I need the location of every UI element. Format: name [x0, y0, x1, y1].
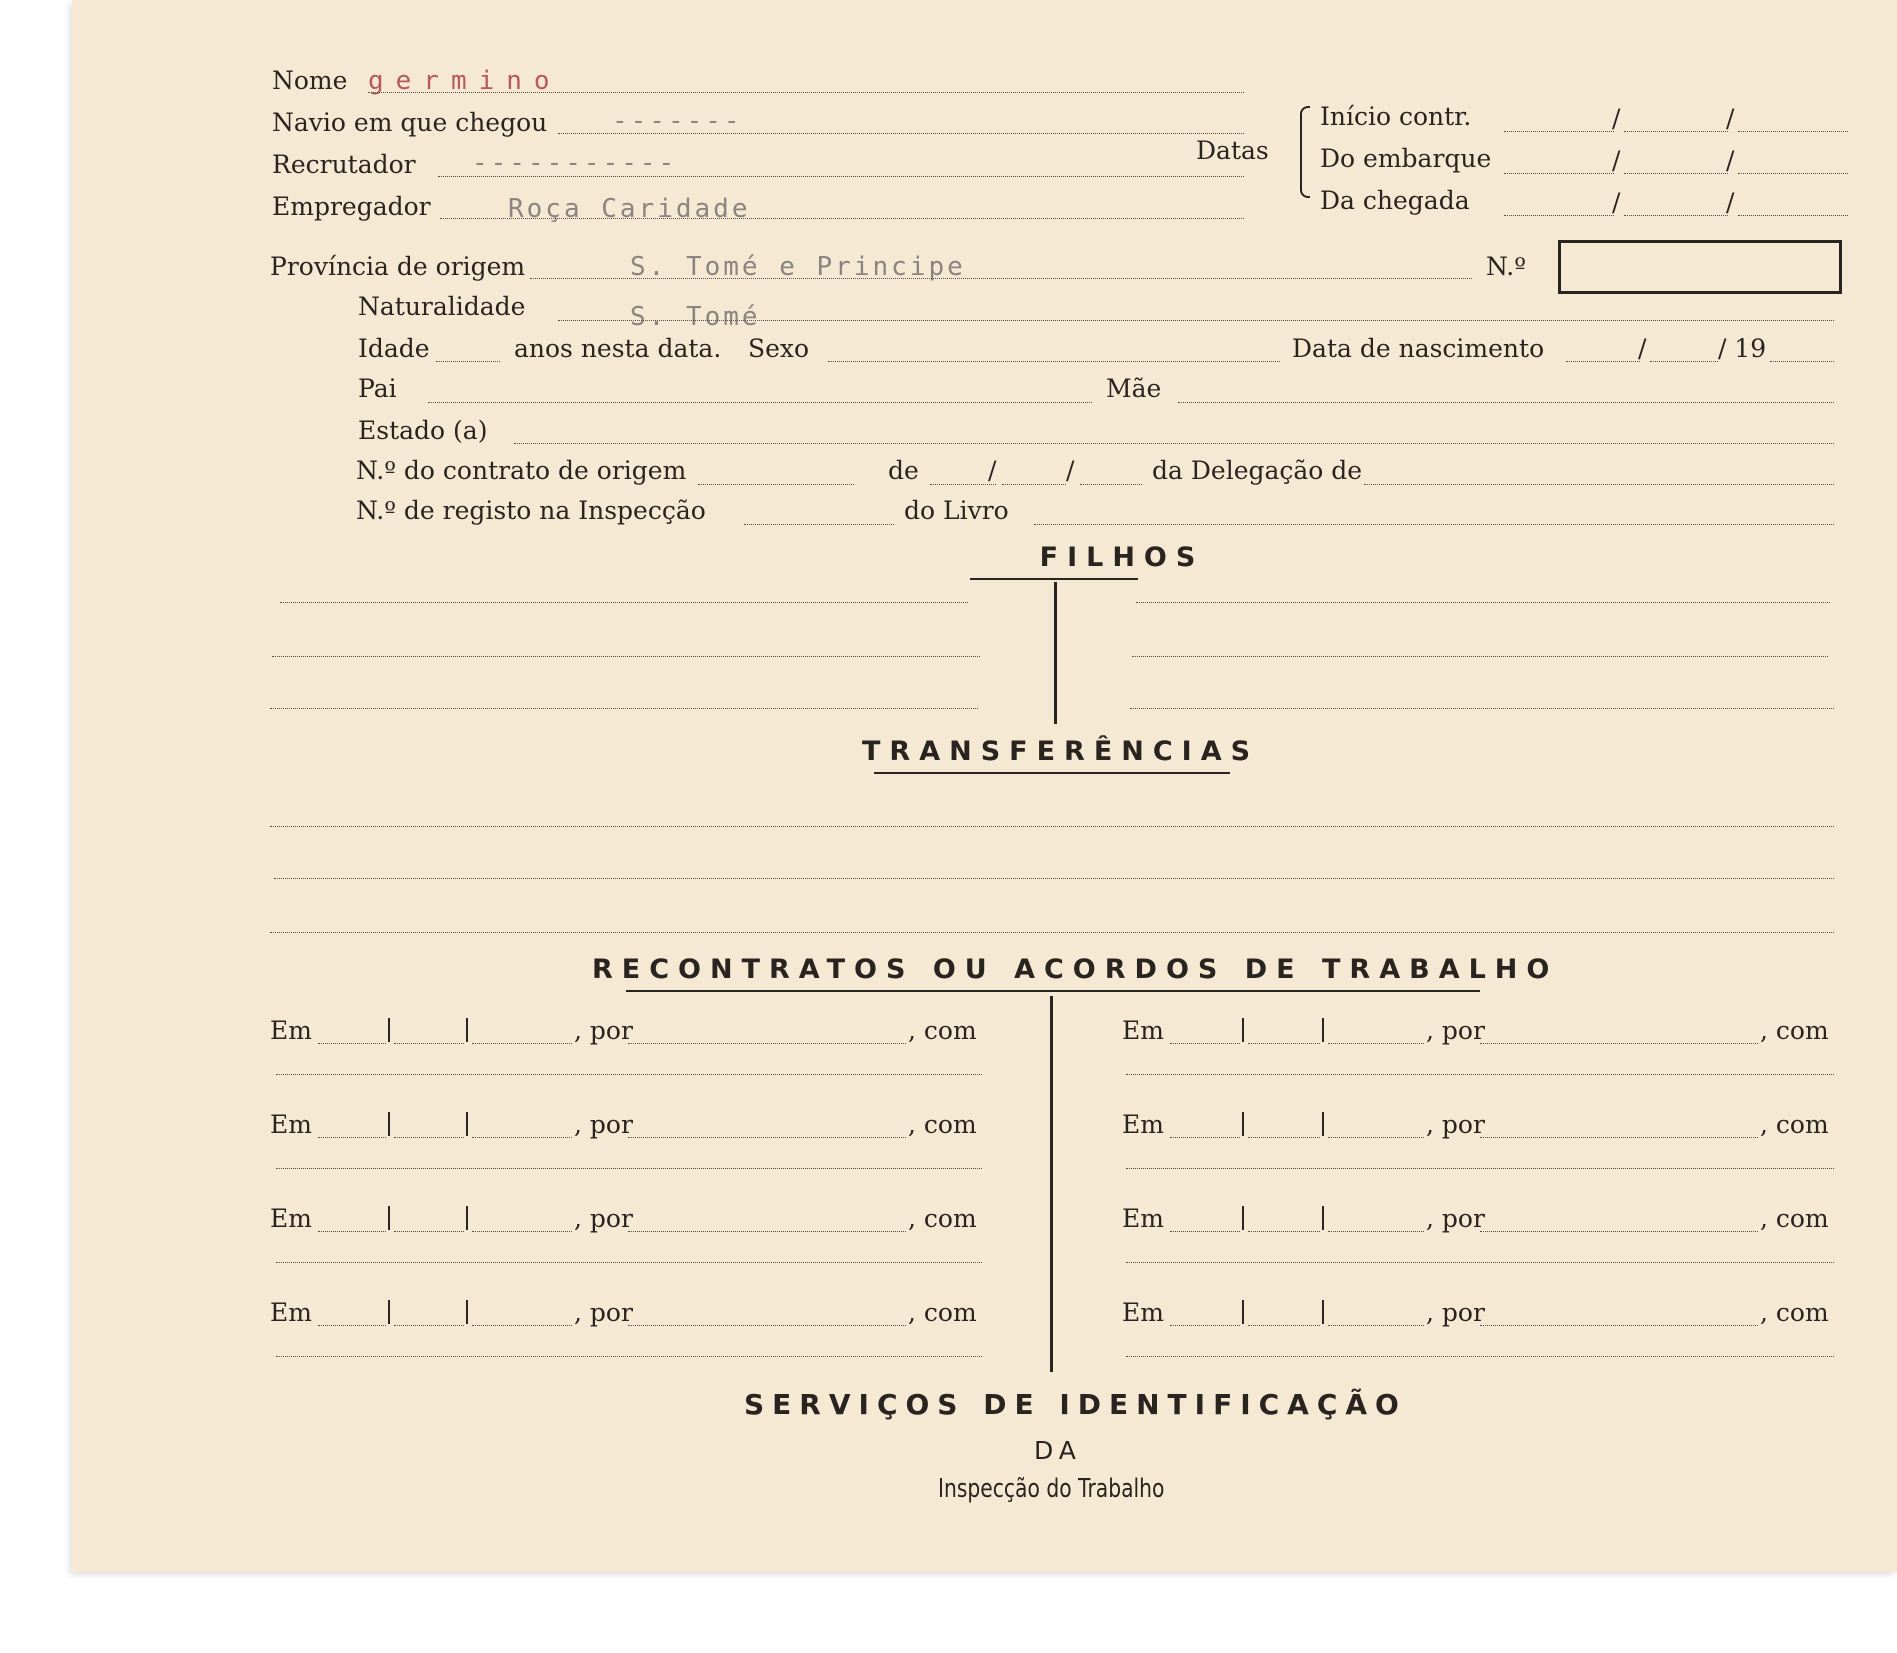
delegacao-line [1364, 484, 1834, 485]
recontrato-year-line [472, 1043, 572, 1044]
recontrato-em-label: Em [1122, 1110, 1164, 1139]
recontrato-em-label: Em [1122, 1298, 1164, 1327]
mae-label: Mãe [1106, 374, 1162, 403]
datas-bracket [1300, 106, 1310, 198]
inicio-label: Início contr. [1320, 102, 1472, 131]
empregador-label: Empregador [272, 192, 431, 221]
recrutador-line [438, 176, 1244, 177]
naturalidade-value: S. Tomé [630, 302, 761, 332]
recontrato-com-label: , com [1760, 1204, 1829, 1233]
recontrato-continuation-line [1126, 1074, 1834, 1075]
footer-title: SERVIÇOS DE IDENTIFICAÇÃO [744, 1388, 1407, 1421]
filhos-underline [970, 578, 1138, 580]
navio-value: ------- [612, 106, 743, 136]
provincia-line [530, 278, 1472, 279]
idade-label: Idade [358, 334, 430, 363]
footer-subtitle: Inspecção do Trabalho [938, 1474, 1165, 1504]
recontrato-por-line [1480, 1137, 1758, 1138]
registo-label: N.º de registo na Inspecção [356, 496, 706, 525]
recontrato-year-line [1328, 1325, 1424, 1326]
recontrato-em-label: Em [1122, 1016, 1164, 1045]
recontrato-separator [1242, 1112, 1244, 1136]
nascimento-month-line [1650, 361, 1718, 362]
provincia-label: Província de origem [270, 252, 526, 281]
recontrato-em-label: Em [270, 1110, 312, 1139]
recontrato-por-line [1480, 1043, 1758, 1044]
recontrato-em-label: Em [270, 1298, 312, 1327]
anos-label: anos nesta data. [514, 334, 722, 363]
recontrato-separator [1322, 1018, 1324, 1042]
recontrato-day-line [318, 1043, 386, 1044]
transferencias-heading: TRANSFERÊNCIAS [862, 736, 1260, 767]
recontrato-por-label: , por [1426, 1298, 1485, 1327]
recontrato-month-line [394, 1043, 464, 1044]
recontrato-separator [1322, 1206, 1324, 1230]
recontrato-com-label: , com [1760, 1110, 1829, 1139]
recontrato-separator [1242, 1018, 1244, 1042]
recontrato-continuation-line [276, 1074, 982, 1075]
embarque-day-line [1504, 173, 1614, 174]
recontrato-year-line [1328, 1043, 1424, 1044]
recontrato-continuation-line [1126, 1262, 1834, 1263]
footer-da: DA [1034, 1436, 1082, 1465]
recontrato-por-label: , por [574, 1016, 633, 1045]
nascimento-day-line [1566, 361, 1640, 362]
recontrato-separator [466, 1112, 468, 1136]
recontrato-por-line [1480, 1325, 1758, 1326]
nome-line [368, 92, 1244, 93]
recontrato-continuation-line [1126, 1168, 1834, 1169]
recrutador-value: ----------- [472, 148, 678, 178]
navio-line [558, 133, 1244, 134]
recontrato-continuation-line [276, 1262, 982, 1263]
nascimento-label: Data de nascimento [1292, 334, 1545, 363]
recontrato-separator [466, 1300, 468, 1324]
recontrato-com-label: , com [1760, 1298, 1829, 1327]
recontrato-day-line [318, 1325, 386, 1326]
recontrato-separator [388, 1206, 390, 1230]
recontrato-separator [466, 1018, 468, 1042]
contrato-day-line [930, 484, 996, 485]
recontrato-day-line [1170, 1043, 1240, 1044]
recontrato-year-line [1328, 1231, 1424, 1232]
recontrato-por-label: , por [574, 1298, 633, 1327]
recontrato-year-line [1328, 1137, 1424, 1138]
chegada-month-line [1624, 215, 1728, 216]
recontrato-month-line [1248, 1325, 1320, 1326]
recontrato-continuation-line [276, 1168, 982, 1169]
recontrato-com-label: , com [908, 1298, 977, 1327]
recontrato-com-label: , com [908, 1110, 977, 1139]
contrato-month-line [1002, 484, 1066, 485]
recontrato-em-label: Em [270, 1016, 312, 1045]
embarque-year-line [1738, 173, 1848, 174]
nascimento-year: / 19 [1718, 334, 1767, 363]
recontrato-day-line [318, 1231, 386, 1232]
recontrato-continuation-line [276, 1356, 982, 1357]
transferencias-underline [874, 772, 1230, 774]
recontrato-separator [1242, 1300, 1244, 1324]
recontrato-separator [388, 1300, 390, 1324]
recontrato-separator [1322, 1112, 1324, 1136]
contrato-year-line [1080, 484, 1142, 485]
chegada-day-line [1504, 215, 1614, 216]
recontrato-em-label: Em [1122, 1204, 1164, 1233]
recontrato-com-label: , com [1760, 1016, 1829, 1045]
recontrato-separator [388, 1112, 390, 1136]
recontrato-por-line [628, 1043, 906, 1044]
nascimento-year-line [1770, 361, 1834, 362]
delegacao-label: da Delegação de [1152, 456, 1363, 485]
recontrato-day-line [1170, 1325, 1240, 1326]
recontrato-por-label: , por [574, 1204, 633, 1233]
recontrato-year-line [472, 1137, 572, 1138]
recontrato-year-line [472, 1231, 572, 1232]
estado-label: Estado (a) [358, 416, 488, 445]
recontratos-divider [1050, 996, 1053, 1372]
idade-line [436, 361, 500, 362]
recontrato-por-label: , por [574, 1110, 633, 1139]
form-sheet: Nome germino Navio em que chegou ------- Recrutador ----------- Empregador Roça Caridade Datas Início contr. / / Do embarque / / Da chegada / / Província de origem S. Tomé e Principe N.º Naturalidade S. Tomé Idade anos nesta data. Sexo Data de nascimento / / 19 Pai Mãe Estado (a) N.º do contrato de origem de / / da Delegação de N.º de registo na Inspecção do Livro FILHOS TRANSFERÊNCIAS RECONTRATOS OU ACORDOS DE TRABALHO Em , por , com Em , por , com Em , por , com Em , por , com Em , por , com Em , por , com Em , por , com Em , por , com SERVIÇOS DE IDENTIFICAÇÃO DA Inspecção do Trabalho [72, 0, 1897, 1572]
registo-line [744, 524, 894, 525]
inicio-day-line [1504, 131, 1614, 132]
contrato-label: N.º do contrato de origem [356, 456, 687, 485]
recontrato-month-line [1248, 1043, 1320, 1044]
recontrato-separator [388, 1018, 390, 1042]
chegada-year-line [1738, 215, 1848, 216]
empregador-value: Roça Caridade [508, 194, 751, 224]
recontrato-com-label: , com [908, 1016, 977, 1045]
recontratos-underline [626, 990, 1480, 992]
recontrato-separator [466, 1206, 468, 1230]
numero-label: N.º [1486, 252, 1526, 281]
de-label: de [888, 456, 919, 485]
recontrato-day-line [1170, 1137, 1240, 1138]
mae-line [1178, 402, 1834, 403]
pai-label: Pai [358, 374, 397, 403]
recontrato-por-line [1480, 1231, 1758, 1232]
recontrato-month-line [394, 1137, 464, 1138]
numero-box[interactable] [1558, 240, 1842, 294]
nome-value: germino [368, 66, 562, 96]
empregador-line [440, 218, 1244, 219]
recontrato-separator [1322, 1300, 1324, 1324]
provincia-value: S. Tomé e Principe [630, 252, 966, 282]
livro-label: do Livro [904, 496, 1009, 525]
recontrato-month-line [1248, 1137, 1320, 1138]
embarque-month-line [1624, 173, 1728, 174]
naturalidade-line [558, 320, 1834, 321]
recontrato-day-line [318, 1137, 386, 1138]
sexo-label: Sexo [748, 334, 810, 363]
inicio-year-line [1738, 131, 1848, 132]
inicio-month-line [1624, 131, 1728, 132]
datas-label: Datas [1196, 136, 1269, 165]
filhos-divider [1054, 582, 1057, 724]
recrutador-label: Recrutador [272, 150, 416, 179]
recontrato-separator [1242, 1206, 1244, 1230]
recontrato-day-line [1170, 1231, 1240, 1232]
recontrato-por-label: , por [1426, 1204, 1485, 1233]
recontrato-por-line [628, 1325, 906, 1326]
navio-label: Navio em que chegou [272, 108, 548, 137]
recontrato-month-line [1248, 1231, 1320, 1232]
recontrato-em-label: Em [270, 1204, 312, 1233]
livro-line [1034, 524, 1834, 525]
estado-line [514, 443, 1834, 444]
recontrato-por-line [628, 1231, 906, 1232]
filhos-heading: FILHOS [1039, 542, 1205, 573]
recontrato-por-label: , por [1426, 1016, 1485, 1045]
recontrato-month-line [394, 1231, 464, 1232]
nome-label: Nome [272, 66, 348, 95]
recontrato-continuation-line [1126, 1356, 1834, 1357]
embarque-label: Do embarque [1320, 144, 1492, 173]
recontratos-heading: RECONTRATOS OU ACORDOS DE TRABALHO [592, 954, 1559, 985]
recontrato-year-line [472, 1325, 572, 1326]
sexo-line [828, 361, 1280, 362]
chegada-label: Da chegada [1320, 186, 1470, 215]
recontrato-com-label: , com [908, 1204, 977, 1233]
pai-line [428, 402, 1092, 403]
recontrato-por-label: , por [1426, 1110, 1485, 1139]
recontrato-por-line [628, 1137, 906, 1138]
naturalidade-label: Naturalidade [358, 292, 526, 321]
recontrato-month-line [394, 1325, 464, 1326]
contrato-line [698, 484, 854, 485]
